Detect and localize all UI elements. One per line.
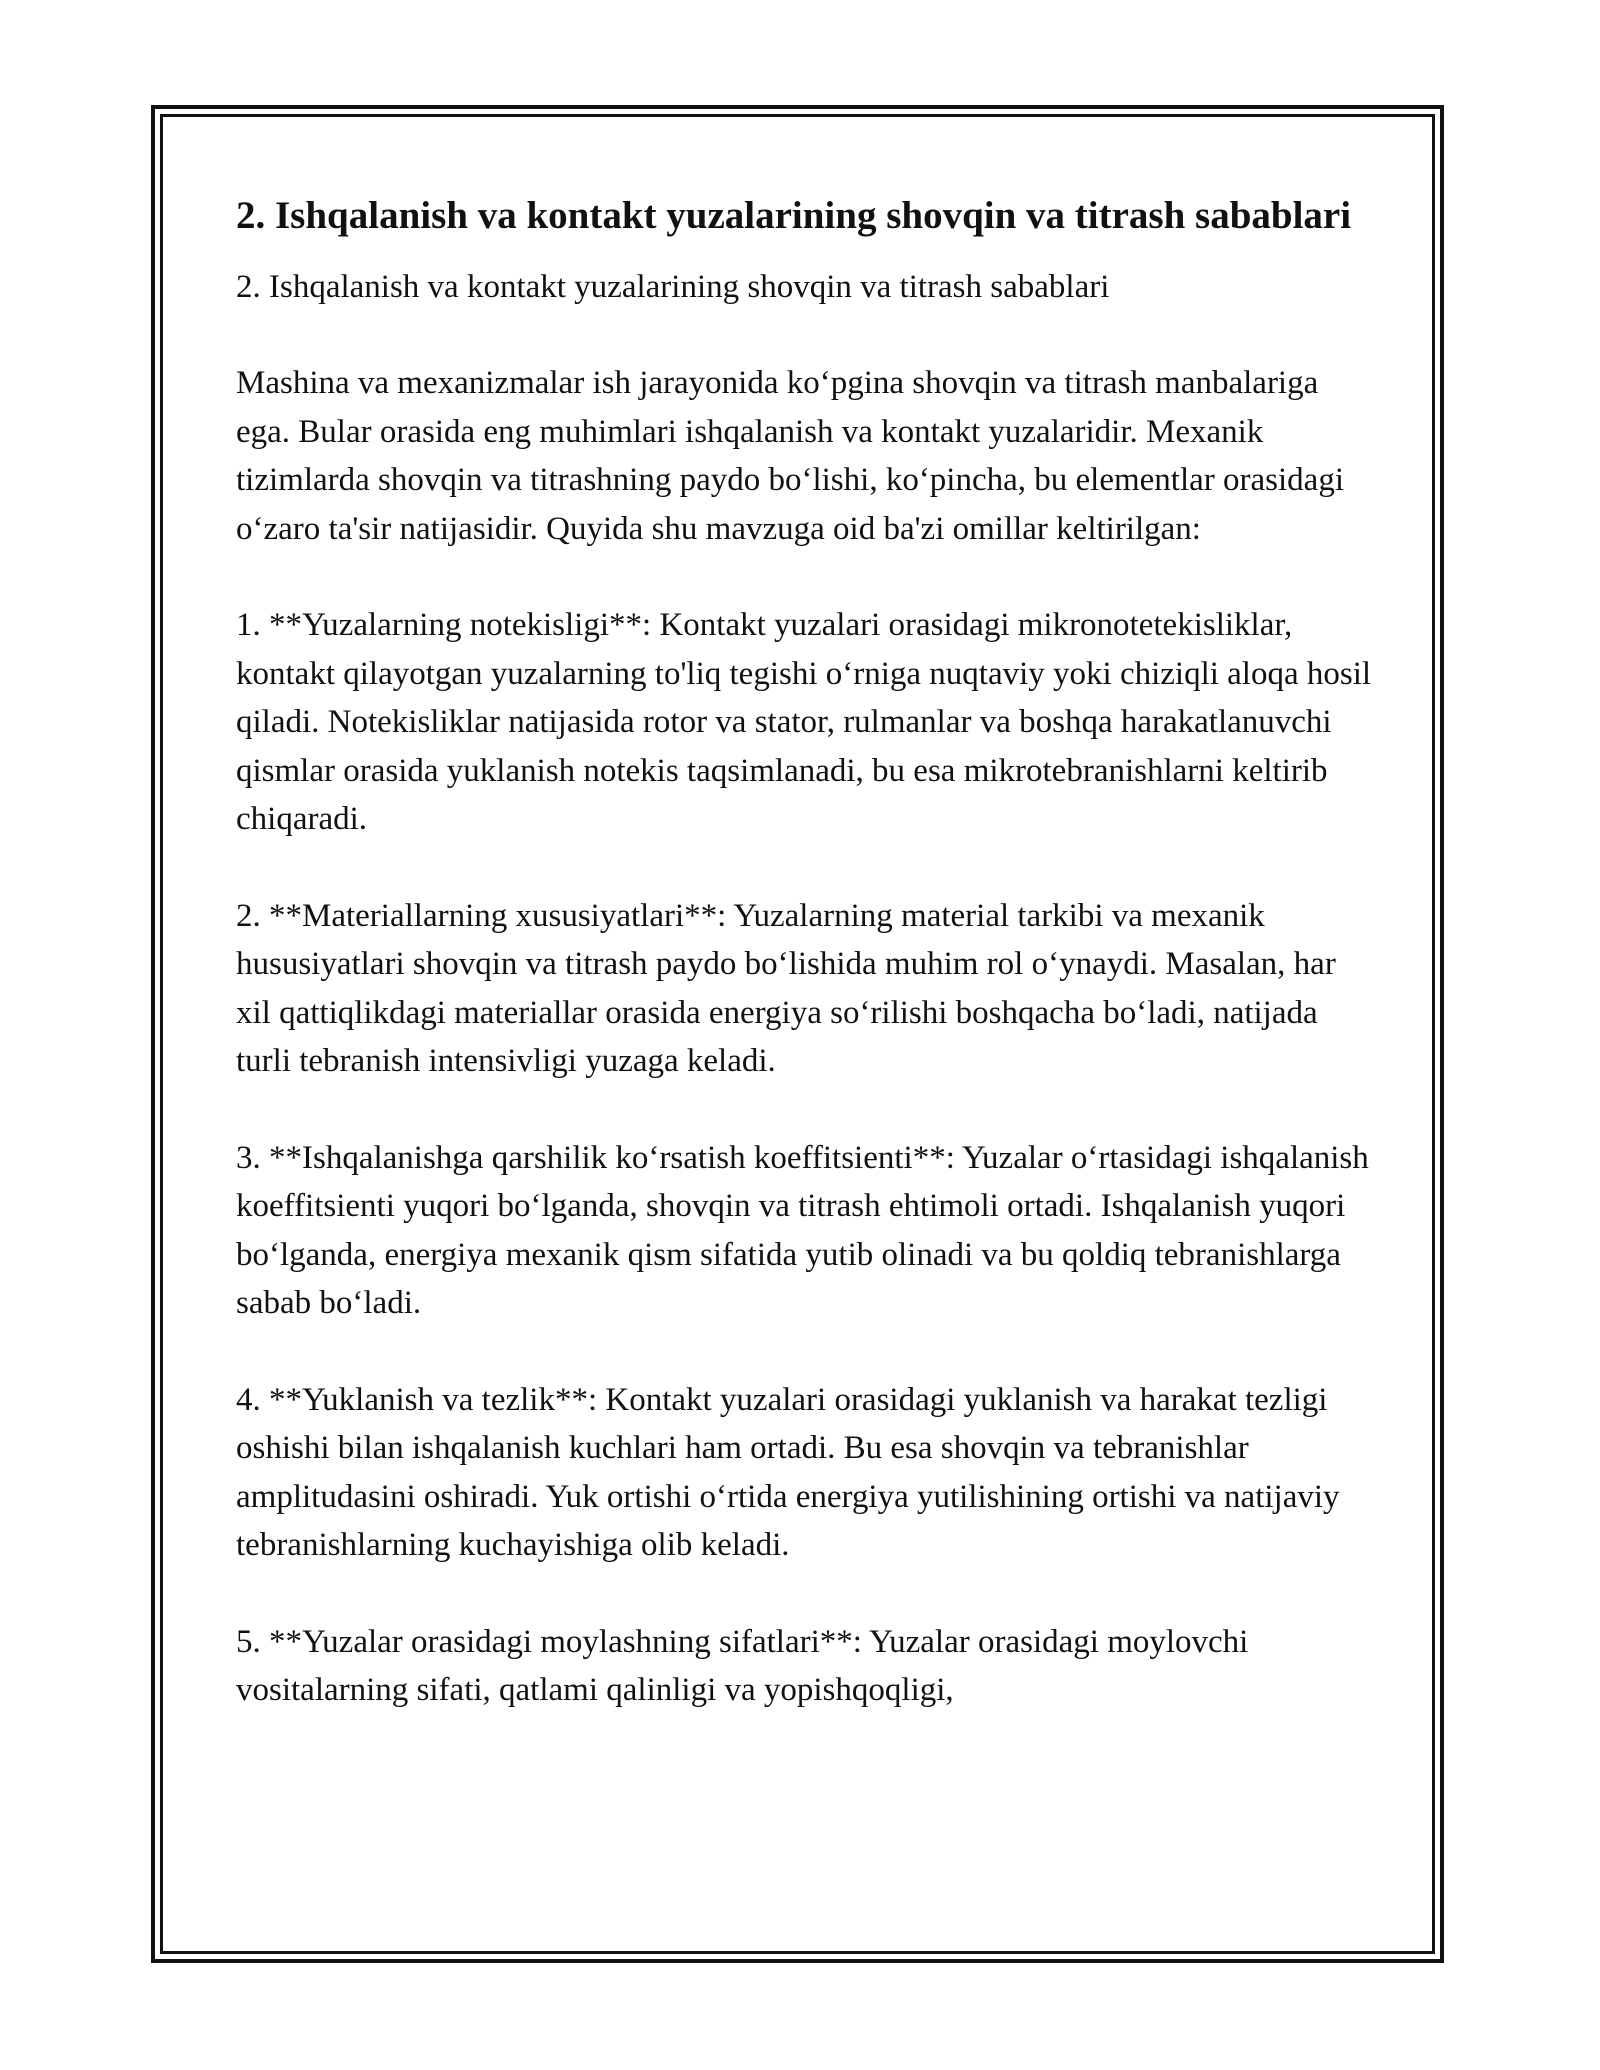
document-body bbox=[236, 188, 1376, 1763]
intro-paragraph: Mashina va mexanizmalar ish jarayonida koʻpgina shovqin va titrash manbalariga ega. Bular orasida eng muhimlari ishqalanish va kontakt yuzalaridir. Mexanik tizimlarda shovqin va titrashning paydo boʻlishi, koʻpincha, bu elementlar orasidagi oʻzaro ta'sir natijasidir. Quyida shu mavzuga oid ba'zi omillar keltirilgan: bbox=[236, 365, 1344, 547]
list-item-3: 3. **Ishqalanishga qarshilik koʻrsatish koeffitsienti**: Yuzalar oʻrtasidagi ishqalanish koeffitsienti yuqori boʻlganda, shovqin va titrash ehtimoli ortadi. Ishqalanish yuqori boʻlganda, energiya mexanik qism sifatida yutib olinadi va bu qoldiq tebranishlarga sabab boʻladi. bbox=[236, 1139, 1369, 1321]
list-item-5: 5. **Yuzalar orasidagi moylashning sifatlari**: Yuzalar orasidagi moylovchi vositalarning sifati, qatlami qalinligi va yopishqoqligi, bbox=[236, 1623, 1249, 1708]
list-item-2: 2. **Materiallarning xususiyatlari**: Yuzalarning material tarkibi va mexanik hususiyatlari shovqin va titrash paydo boʻlishida muhim rol oʻynaydi. Masalan, har xil qattiqlikdagi materiallar orasida energiya soʻrilishi boshqacha boʻladi, natijada turli tebranish intensivligi yuzaga keladi. bbox=[236, 897, 1336, 1079]
list-item-4: 4. **Yuklanish va tezlik**: Kontakt yuzalari orasidagi yuklanish va harakat tezligi oshishi bilan ishqalanish kuchlari ham ortadi. Bu esa shovqin va tebranishlar amplitudasini oshiradi. Yuk ortishi oʻrtida energiya yutilishining ortishi va natijaviy tebranishlarning kuchayishiga olib keladi. bbox=[236, 1381, 1340, 1563]
list-item-1: 1. **Yuzalarning notekisligi**: Kontakt yuzalari orasidagi mikronotetekisliklar, kontakt qilayotgan yuzalarning to'liq tegishi oʻrniga nuqtaviy yoki chiziqli aloqa hosil qiladi. Notekisliklar natijasida rotor va stator, rulmanlar va boshqa harakatlanuvchi qismlar orasida yuklanish notekis taqsimlanadi, bu esa mikrotebranishlarni keltirib chiqaradi. bbox=[236, 607, 1372, 837]
section-subtitle: 2. Ishqalanish va kontakt yuzalarining shovqin va titrash sabablari bbox=[236, 269, 1110, 305]
section-heading: 2. Ishqalanish va kontakt yuzalarining shovqin va titrash sabablari bbox=[236, 194, 1352, 237]
